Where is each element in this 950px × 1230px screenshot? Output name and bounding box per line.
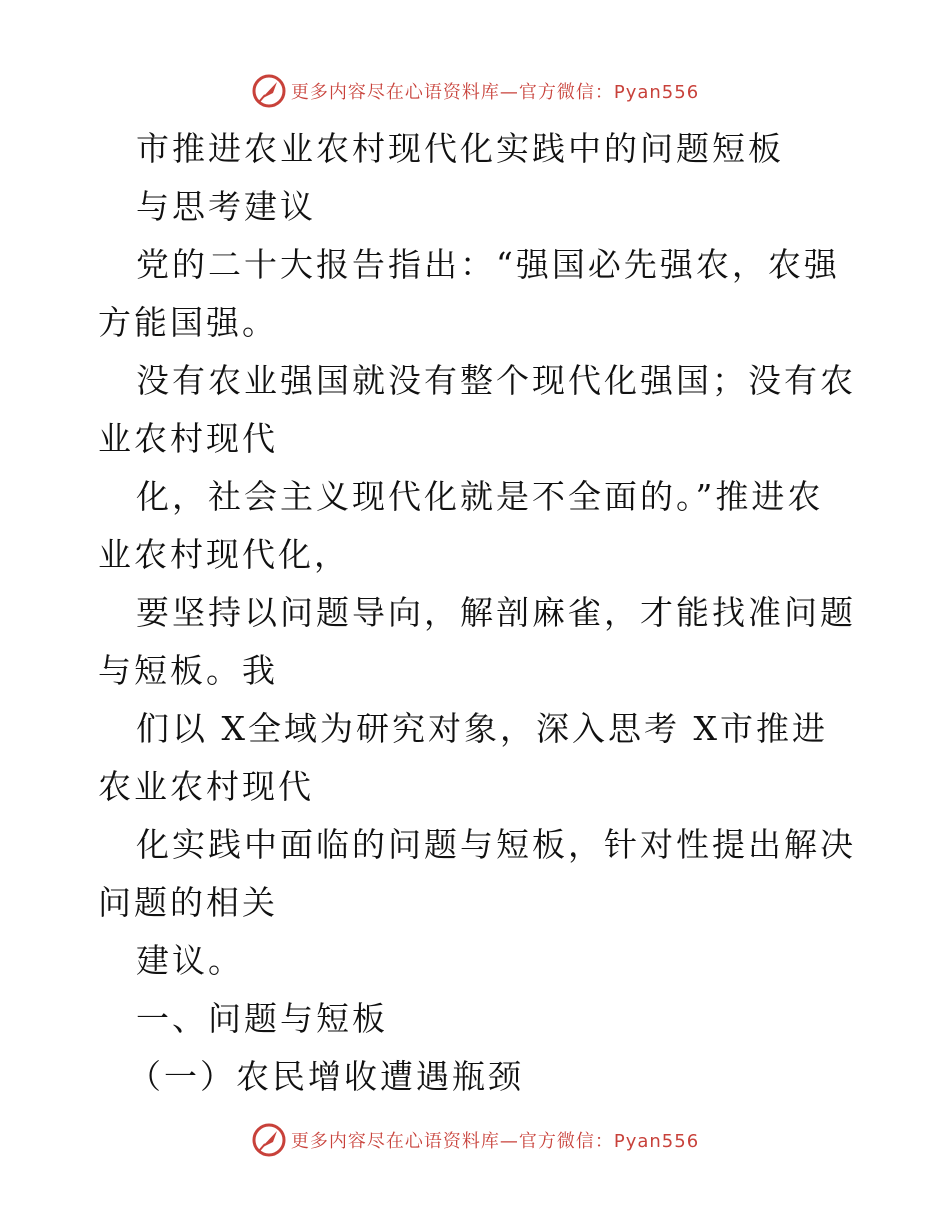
quill-logo-icon <box>251 73 287 109</box>
document-title-line-1: 市推进农业农村现代化实践中的问题短板 <box>136 129 784 168</box>
subsection-heading: （一）农民增收遭遇瓶颈 <box>128 1057 524 1096</box>
paragraph-line: 化，社会主义现代化就是不全面的。”推进农业农村现代化， <box>98 477 824 574</box>
document-title-line-2: 与思考建议 <box>136 187 316 226</box>
paragraph-line: 党的二十大报告指出：“强国必先强农，农强方能国强。 <box>98 245 840 342</box>
paragraph-line: 没有农业强国就没有整个现代化强国；没有农业农村现代 <box>98 361 856 458</box>
paragraph-line: 化实践中面临的问题与短板，针对性提出解决问题的相关 <box>98 825 856 922</box>
quill-logo-icon <box>251 1122 287 1158</box>
document-body <box>98 120 858 1106</box>
watermark-text: 更多内容尽在心语资料库—官方微信：Pyan556 <box>290 82 700 103</box>
watermark-banner-bottom <box>0 1120 950 1160</box>
watermark-text: 更多内容尽在心语资料库—官方微信：Pyan556 <box>290 1131 700 1152</box>
paragraph-line: 建议。 <box>136 941 244 980</box>
watermark-banner-top <box>0 71 950 111</box>
paragraph-line: 们以 X全域为研究对象，深入思考 X市推进农业农村现代 <box>98 709 828 806</box>
paragraph-line: 要坚持以问题导向，解剖麻雀，才能找准问题与短板。我 <box>98 593 856 690</box>
section-heading: 一、问题与短板 <box>136 999 388 1038</box>
